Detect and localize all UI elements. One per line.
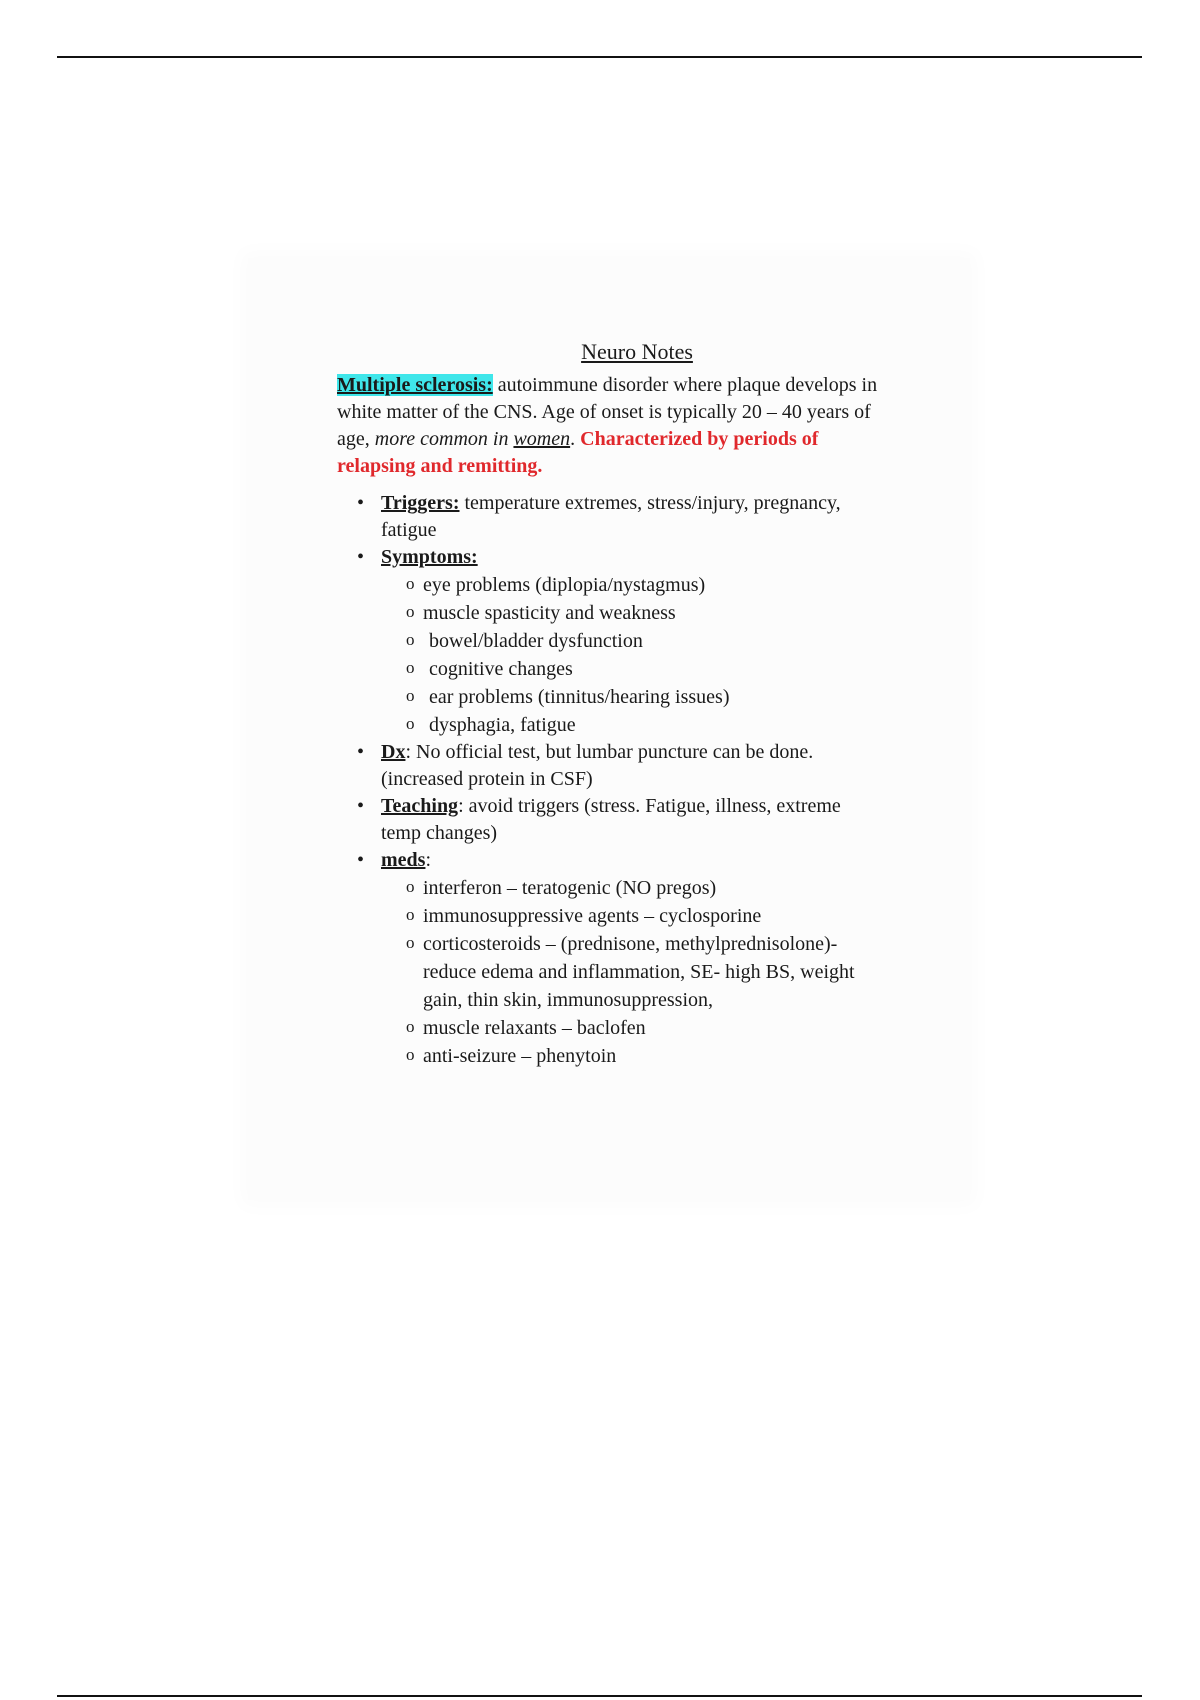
list-item: o cognitive changes <box>381 655 889 683</box>
section-text: : <box>425 849 432 871</box>
section-label: Triggers: <box>381 492 460 514</box>
section-label: meds <box>381 849 426 871</box>
section-dx <box>337 739 881 793</box>
section-meds <box>337 847 881 1070</box>
list-item: o bowel/bladder dysfunction <box>381 627 889 655</box>
intro-paragraph <box>337 372 897 480</box>
meds-list <box>381 874 881 1070</box>
intro-text: autoimmune disorder where plaque develops in white matter of the CNS. Age of onset is typically 20 – 40 years of age, <box>337 374 878 450</box>
bottom-rule <box>57 1695 1142 1697</box>
list-item: o dysphagia, fatigue <box>381 711 889 739</box>
symptom-list <box>381 571 881 739</box>
term-multiple-sclerosis: Multiple sclerosis: <box>337 374 493 396</box>
list-item: o eye problems (diplopia/nystagmus) <box>381 571 883 599</box>
section-teaching <box>337 793 881 847</box>
list-item: o anti-seizure – phenytoin <box>381 1042 883 1070</box>
section-text: temperature extremes, stress/injury, pregnancy, fatigue <box>381 492 841 541</box>
list-item: o interferon – teratogenic (NO pregos) <box>381 874 883 902</box>
list-item: o corticosteroids – (prednisone, methylprednisolone)- reduce edema and inflammation, SE- high BS, weight gain, thin skin, immunosuppression, <box>381 930 883 1014</box>
notes-document <box>337 338 917 1070</box>
top-rule <box>57 56 1142 58</box>
intro-italic-underlined: women <box>513 428 571 450</box>
list-item: o immunosuppressive agents – cyclosporine <box>381 902 883 930</box>
document-title: Neuro Notes <box>581 339 693 364</box>
list-item: o muscle relaxants – baclofen <box>381 1014 883 1042</box>
section-label: Dx <box>381 741 406 763</box>
intro-emphasis: Characterized by periods of relapsing and remitting. <box>337 428 819 477</box>
list-item: o muscle spasticity and weakness <box>381 599 883 627</box>
section-triggers <box>337 490 881 544</box>
section-text: : No official test, but lumbar puncture can be done. (increased protein in CSF) <box>381 741 814 790</box>
section-label: Symptoms: <box>381 546 478 568</box>
section-label: Teaching <box>381 795 459 817</box>
section-symptoms <box>337 544 881 739</box>
intro-text-2: . <box>570 428 581 450</box>
section-list <box>337 490 917 1070</box>
intro-italic: more common in <box>374 428 514 450</box>
list-item: o ear problems (tinnitus/hearing issues) <box>381 683 889 711</box>
section-text: : avoid triggers (stress. Fatigue, illness, extreme temp changes) <box>381 795 841 844</box>
